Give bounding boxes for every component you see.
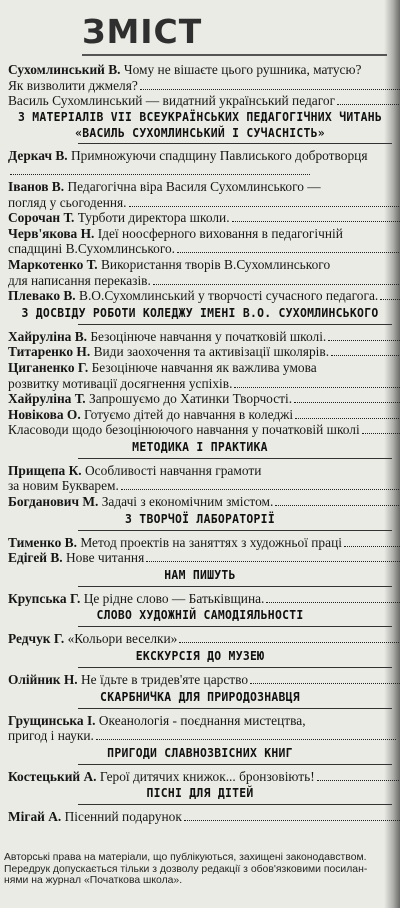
toc-article-title: Герої дитячих книжок... бронзовіють! xyxy=(99,768,315,784)
section-heading-text: МЕТОДИКА І ПРАКТИКА xyxy=(132,438,268,454)
toc-author: Тименко В. xyxy=(8,534,77,550)
toc-entry[interactable] xyxy=(0,148,400,179)
section-heading-text: ПРИГОДИ СЛАВНОЗВІСНИХ КНИГ xyxy=(107,744,293,760)
toc-article-title: Безоцінюче навчання як важлива умова xyxy=(91,359,317,375)
toc-entry-first-line xyxy=(0,672,400,688)
section-heading-text: СКАРБНИЧКА ДЛЯ ПРИРОДОЗНАВЦЯ xyxy=(100,688,300,704)
toc-entry-continuation xyxy=(0,273,400,289)
leader-dots xyxy=(294,402,400,403)
toc-entry-first-line xyxy=(0,591,400,607)
section-heading xyxy=(0,688,400,709)
section-heading xyxy=(0,304,400,325)
toc-entry-first-line xyxy=(0,463,400,479)
section-rule xyxy=(78,586,392,587)
section-heading xyxy=(0,647,400,668)
leader-dots xyxy=(177,252,400,253)
leader-dots xyxy=(337,104,400,105)
toc-author: Черв'якова Н. xyxy=(8,225,95,241)
toc-entry-first-line xyxy=(0,769,400,785)
toc-article-title: за новим Букварем. xyxy=(8,478,119,494)
toc-article-title: В.О.Сухомлинський у творчості сучасного педагога. xyxy=(79,288,379,304)
leader-dots xyxy=(96,739,396,740)
toc-author: Новікова О. xyxy=(8,406,81,422)
toc-author: Прищепа К. xyxy=(8,462,82,478)
section-heading-text: ЕКСКУРСІЯ ДО МУЗЕЮ xyxy=(135,648,265,664)
toc-entry[interactable] xyxy=(0,93,400,109)
toc-entry-first-line xyxy=(0,550,400,566)
toc-article-title: Використання творів В.Сухомлинського xyxy=(100,256,331,272)
section-rule xyxy=(78,667,392,668)
toc-entry-first-line xyxy=(0,344,400,360)
toc-entry[interactable] xyxy=(0,62,400,93)
toc-entry[interactable] xyxy=(0,809,400,825)
toc-entry[interactable] xyxy=(0,672,400,688)
leader-dots xyxy=(184,820,400,821)
leader-dots xyxy=(129,206,400,207)
leader-dots xyxy=(331,355,400,356)
toc-entry-continuation xyxy=(0,376,400,392)
toc-article-title: Турботи директора школи. xyxy=(77,210,230,226)
toc-entry[interactable] xyxy=(0,288,400,304)
section-rule xyxy=(78,324,392,325)
leader-dots xyxy=(232,221,400,222)
toc-article-title: Пісенний подарунок xyxy=(64,809,182,825)
toc-author: Циганенко Г. xyxy=(8,359,89,375)
toc-entry[interactable] xyxy=(0,257,400,288)
section-rule xyxy=(78,804,392,805)
toc-entry[interactable] xyxy=(0,591,400,607)
leader-dots xyxy=(275,505,400,506)
toc-article-title: Класоводи щодо безоцінюючого навчання у початковій школі xyxy=(8,422,360,438)
toc-article-title: Види заохочення та активізації школярів. xyxy=(93,344,330,360)
leader-dots xyxy=(266,602,400,603)
toc-entry[interactable] xyxy=(0,407,400,423)
leader-dots xyxy=(328,340,400,341)
toc-article-title: пригод і науки. xyxy=(8,728,94,744)
toc-article-title: Нове читання xyxy=(65,550,145,566)
section-heading xyxy=(0,566,400,587)
leader-dots xyxy=(344,546,400,547)
toc-article-title: Як визволити джмеля? xyxy=(8,77,138,93)
table-of-contents xyxy=(0,62,400,825)
toc-entry-first-line xyxy=(0,407,400,423)
section-rule xyxy=(78,626,392,627)
leader-dots xyxy=(146,561,400,562)
toc-entry-first-line xyxy=(0,713,400,729)
toc-entry-first-line xyxy=(0,422,400,438)
toc-article-title: Ідеї ноосферного виховання в педагогічній xyxy=(97,225,343,241)
toc-author: Деркач В. xyxy=(8,147,68,163)
toc-author: Костецький А. xyxy=(8,768,97,784)
toc-article-title: Океанологія - поєднання мистецтва, xyxy=(98,712,306,728)
section-heading xyxy=(0,109,400,144)
toc-article-title: Примножуючи спадщину Павлиського добротворця xyxy=(70,147,368,163)
toc-entry-first-line xyxy=(0,210,400,226)
section-rule xyxy=(78,530,392,531)
section-heading xyxy=(0,744,400,765)
toc-entry[interactable] xyxy=(0,422,400,438)
toc-entry-first-line xyxy=(0,494,400,510)
toc-author: Богданович М. xyxy=(8,494,99,510)
toc-entry-first-line xyxy=(0,535,400,551)
section-heading-text: СЛОВО ХУДОЖНІЙ САМОДІЯЛЬНОСТІ xyxy=(96,607,304,623)
toc-article-title: Педагогічна віра Василя Сухомлинського — xyxy=(67,178,321,194)
section-rule xyxy=(78,458,392,459)
leader-dots xyxy=(140,89,400,90)
toc-article-title: Не їдьте в тридев'яте царство xyxy=(80,672,249,688)
toc-entry[interactable] xyxy=(0,535,400,551)
copyright-line: Авторські права на матеріали, що публікуються, захищені законодавством. xyxy=(4,852,367,863)
toc-entry-first-line xyxy=(0,179,400,195)
toc-entry[interactable] xyxy=(0,329,400,345)
leader-dots xyxy=(362,433,400,434)
section-heading-text: З ДОСВІДУ РОБОТИ КОЛЕДЖУ ІМЕНІ В.О. СУХОМЛИНСЬКОГО xyxy=(21,304,379,320)
toc-author: Титаренко Н. xyxy=(8,344,91,360)
toc-entry[interactable] xyxy=(0,463,400,494)
toc-entry-first-line xyxy=(0,809,400,825)
leader-dots xyxy=(121,489,400,490)
toc-entry[interactable] xyxy=(0,344,400,360)
toc-entry-continuation xyxy=(0,163,400,179)
toc-article-title: Чому не вішаєте цього рушника, матусю? xyxy=(123,62,362,77)
toc-author: Маркотенко Т. xyxy=(8,256,98,272)
toc-entry-first-line xyxy=(0,631,400,647)
toc-entry-continuation xyxy=(0,478,400,494)
leader-dots xyxy=(179,642,400,643)
toc-article-title: спадщині В.Сухомлинського. xyxy=(8,241,176,257)
toc-author: Хайруліна Т. xyxy=(8,391,86,407)
toc-entry[interactable] xyxy=(0,179,400,210)
toc-entry-first-line xyxy=(0,93,400,109)
leader-dots xyxy=(10,174,310,175)
leader-dots xyxy=(380,299,400,300)
toc-entry[interactable] xyxy=(0,769,400,785)
section-heading-text: ПІСНІ ДЛЯ ДІТЕЙ xyxy=(146,785,254,801)
toc-author: Сухомлинський В. xyxy=(8,62,121,77)
toc-article-title: Готуємо дітей до навчання в коледжі xyxy=(84,406,294,422)
toc-entry-first-line xyxy=(0,148,400,164)
toc-entry-first-line xyxy=(0,360,400,376)
toc-author: Редчук Г. xyxy=(8,631,65,647)
copyright-line: Передрук допускається тільки з дозволу редакції з обов'язковими посилан- xyxy=(4,863,368,875)
toc-entry[interactable] xyxy=(0,226,400,257)
toc-article-title: Це рідне слово — Батьківщина. xyxy=(83,590,265,606)
toc-entry[interactable] xyxy=(0,713,400,744)
section-heading-text: «ВАСИЛЬ СУХОМЛИНСЬКИЙ І СУЧАСНІСТЬ» xyxy=(75,124,325,140)
toc-entry-continuation xyxy=(0,78,400,94)
toc-entry-first-line xyxy=(0,226,400,242)
toc-author: Сорочан Т. xyxy=(8,210,75,226)
toc-entry[interactable] xyxy=(0,210,400,226)
toc-article-title: Метод проектів на заняттях з художньої праці xyxy=(80,534,342,550)
toc-article-title: розвитку мотивації досягнення успіхів. xyxy=(8,375,233,391)
toc-entry-continuation xyxy=(0,195,400,211)
title-underline xyxy=(82,54,387,56)
section-heading xyxy=(0,438,400,459)
page-title: ЗМІСТ xyxy=(82,12,203,51)
toc-entry-first-line xyxy=(0,288,400,304)
toc-article-title: «Кольори веселки» xyxy=(67,631,178,647)
toc-article-title: для написання переказів. xyxy=(8,272,151,288)
section-rule xyxy=(78,764,392,765)
section-heading xyxy=(0,510,400,531)
toc-article-title: Безоцінюче навчання у початковій школі. xyxy=(90,328,327,344)
toc-author: Олійник Н. xyxy=(8,672,78,688)
toc-entry-first-line xyxy=(0,62,400,78)
section-heading-text: З ТВОРЧОЇ ЛАБОРАТОРІЇ xyxy=(125,510,275,526)
toc-entry[interactable] xyxy=(0,360,400,391)
section-rule xyxy=(78,143,392,144)
toc-entry[interactable] xyxy=(0,631,400,647)
section-heading-text: З МАТЕРІАЛІВ VII ВСЕУКРАЇНСЬКИХ ПЕДАГОГІЧНИХ ЧИТАНЬ xyxy=(17,108,383,124)
toc-article-title: Запрошуємо до Хатинки Творчості. xyxy=(89,391,293,407)
section-heading xyxy=(0,784,400,805)
leader-dots xyxy=(295,418,400,419)
toc-author: Едігей В. xyxy=(8,550,63,566)
leader-dots xyxy=(250,683,400,684)
toc-entry[interactable] xyxy=(0,550,400,566)
toc-entry[interactable] xyxy=(0,391,400,407)
toc-author: Грущинська І. xyxy=(8,712,96,728)
toc-article-title: Особливості навчання грамоти xyxy=(85,462,262,478)
toc-entry-first-line xyxy=(0,329,400,345)
copyright-notice xyxy=(0,852,400,887)
leader-dots xyxy=(153,284,400,285)
toc-author: Плевако В. xyxy=(8,288,76,304)
section-heading-text: НАМ ПИШУТЬ xyxy=(164,566,236,582)
toc-author: Хайруліна В. xyxy=(8,328,87,344)
toc-entry-continuation xyxy=(0,241,400,257)
toc-author: Крупська Г. xyxy=(8,590,81,606)
section-heading xyxy=(0,606,400,627)
toc-author: Мігай А. xyxy=(8,809,62,825)
toc-entry[interactable] xyxy=(0,494,400,510)
section-rule xyxy=(78,708,392,709)
toc-entry-first-line xyxy=(0,257,400,273)
leader-dots xyxy=(234,387,400,388)
toc-entry-first-line xyxy=(0,391,400,407)
toc-article-title: Василь Сухомлинський — видатний український педагог xyxy=(8,93,336,109)
toc-article-title: Задачі з економічним змістом. xyxy=(101,494,274,510)
copyright-line: нями на журнал «Початкова школа». xyxy=(4,875,183,887)
toc-article-title: погляд у сьогодення. xyxy=(8,194,127,210)
toc-author: Іванов В. xyxy=(8,178,65,194)
toc-entry-continuation xyxy=(0,728,400,744)
leader-dots xyxy=(317,780,400,781)
